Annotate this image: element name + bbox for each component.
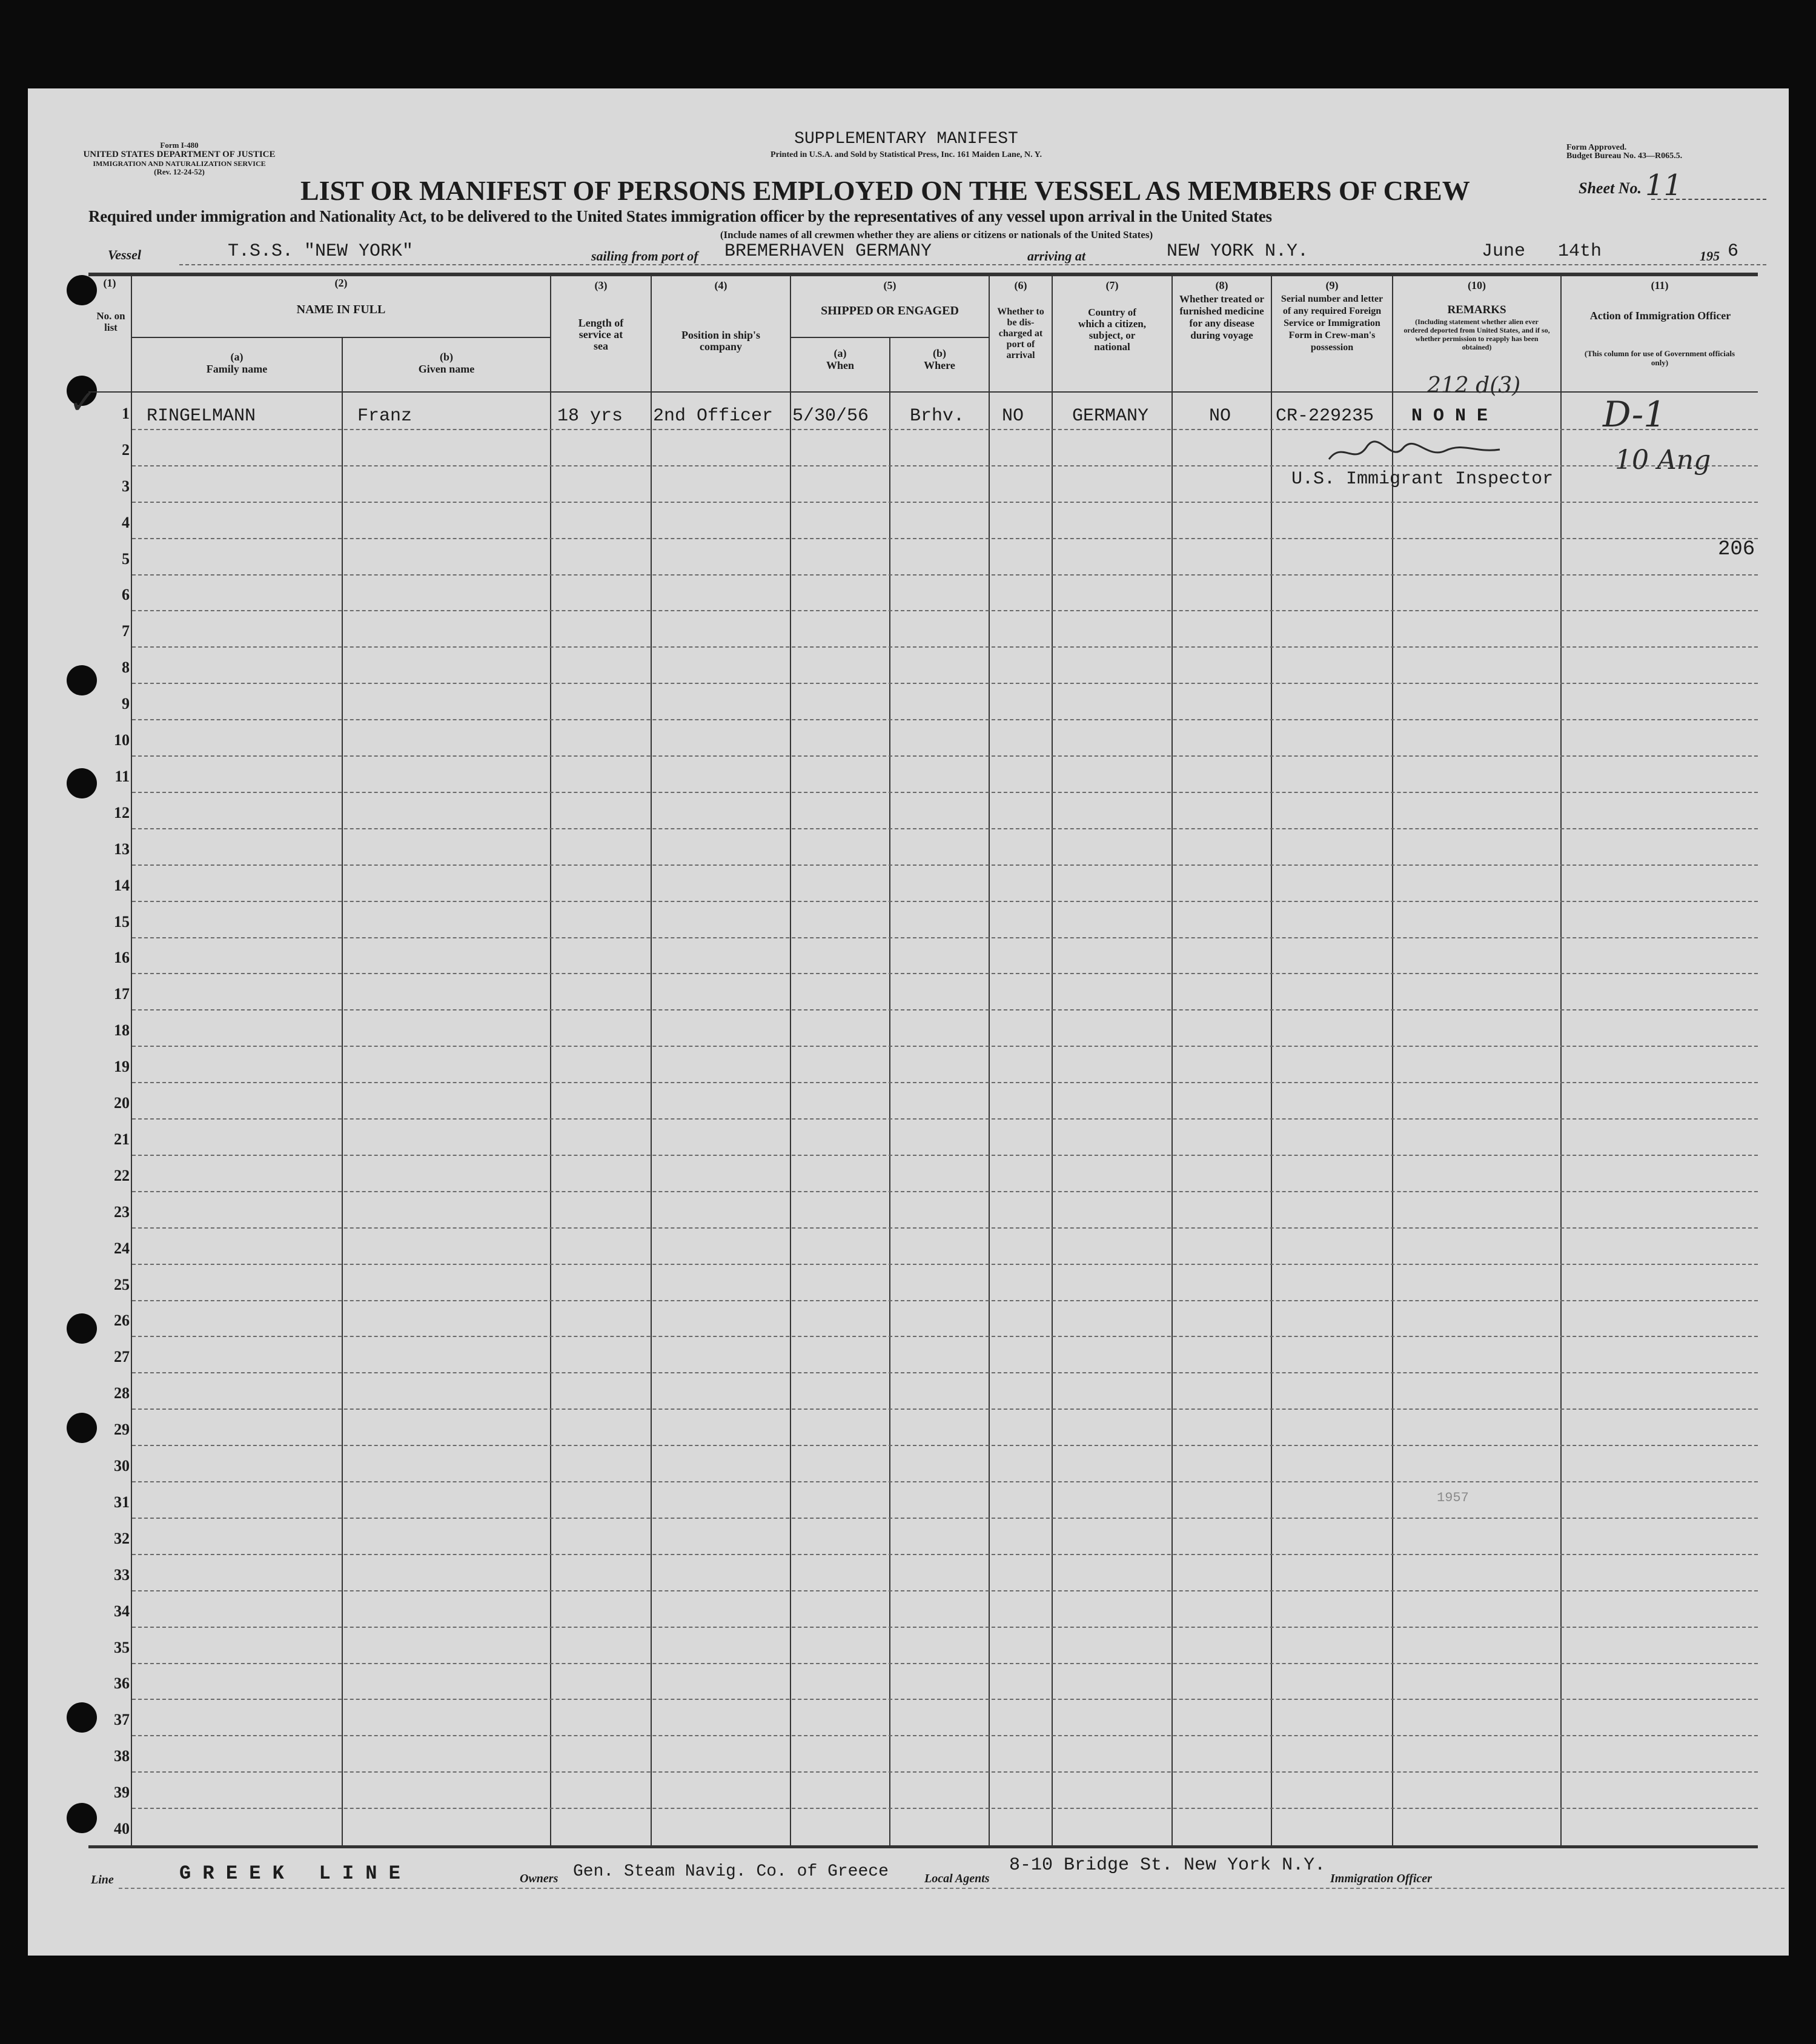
- row-divider: [132, 1808, 1758, 1809]
- col6-number: (6): [1014, 279, 1027, 291]
- col2a-letter: (a): [230, 351, 244, 363]
- row-divider: [132, 574, 1758, 576]
- entry-position: 2nd Officer: [653, 406, 774, 426]
- col3-number: (3): [594, 279, 608, 291]
- entry-serial: CR-229235: [1276, 406, 1374, 426]
- agents-address: 8-10 Bridge St. New York N.Y.: [1009, 1855, 1326, 1876]
- col3-label: Length of service at sea: [578, 317, 624, 352]
- row-divider: [132, 1300, 1758, 1301]
- row-number: 13: [114, 840, 130, 858]
- form-number: Form I-480: [160, 141, 199, 150]
- row-number: 17: [114, 985, 130, 1003]
- col9-number: (9): [1325, 279, 1339, 291]
- col1-label: No. on list: [96, 310, 125, 333]
- row-divider: [132, 1082, 1758, 1083]
- col10-note: (Including statement whether alien ever ordered deported from United States, and if so, whether permission to reapply has been obtained): [1403, 317, 1550, 351]
- row-divider: [132, 465, 1758, 466]
- row-divider: [132, 1046, 1758, 1047]
- column-divider: [989, 274, 990, 1848]
- column-divider: [1052, 274, 1053, 1848]
- arrival-port: NEW YORK N.Y.: [1167, 241, 1309, 262]
- row-number: 5: [122, 549, 130, 568]
- owners-name: Gen. Steam Navig. Co. of Greece: [573, 1862, 889, 1881]
- row-divider: [132, 1590, 1758, 1591]
- row-divider: [132, 792, 1758, 793]
- inspector-label: U.S. Immigrant Inspector: [1291, 469, 1554, 489]
- remarks-handwritten: 212 d(3): [1427, 373, 1521, 398]
- col7-label: Country of which a citizen, subject, or national: [1078, 307, 1146, 353]
- row-divider: [132, 828, 1758, 829]
- vessel-name: T.S.S. "NEW YORK": [228, 241, 414, 262]
- col5b-letter: (b): [933, 347, 946, 359]
- row-divider: [132, 864, 1758, 866]
- row-number: 36: [114, 1674, 130, 1693]
- row-divider: [132, 1518, 1758, 1519]
- col11-note: (This column for use of Government officials only): [1584, 349, 1735, 367]
- entry-shipped-where: Brhv.: [910, 406, 965, 426]
- budget-bureau: Budget Bureau No. 43—R065.5.: [1566, 151, 1683, 161]
- row-divider: [132, 755, 1758, 757]
- col1-number: (1): [103, 277, 116, 289]
- sailing-port: BREMERHAVEN GERMANY: [724, 241, 932, 262]
- table-bottom-border: [88, 1845, 1758, 1848]
- col8-number: (8): [1215, 279, 1228, 291]
- column-divider: [550, 274, 551, 1848]
- row-number: 40: [114, 1820, 130, 1837]
- agents-label: Local Agents: [924, 1872, 990, 1885]
- row-number: 38: [114, 1747, 130, 1765]
- row-divider: [132, 610, 1758, 611]
- column-divider: [1271, 274, 1272, 1848]
- faint-year: 1957: [1437, 1490, 1469, 1505]
- service-name: IMMIGRATION AND NATURALIZATION SERVICE: [93, 159, 266, 168]
- column-divider: [131, 274, 132, 1848]
- column-divider: [651, 274, 652, 1848]
- row-divider: [132, 1663, 1758, 1664]
- entry-treated: NO: [1209, 406, 1231, 426]
- row-divider: [132, 719, 1758, 720]
- col5a-letter: (a): [833, 347, 847, 359]
- col10-label: REMARKS: [1447, 304, 1506, 316]
- name-subheader-rule: [132, 337, 550, 338]
- entry-remarks: N O N E: [1411, 406, 1488, 426]
- sheet-number-rule: [1651, 199, 1766, 200]
- checkmark-icon: ✓: [69, 384, 97, 420]
- year-digit: 6: [1728, 241, 1739, 262]
- include-note: (Include names of all crewmen whether they are aliens or citizens or nationals of the United States): [720, 229, 1153, 241]
- row-number: 29: [114, 1421, 130, 1439]
- entry-discharged: NO: [1002, 406, 1024, 426]
- col10-number: (10): [1468, 279, 1486, 291]
- row-divider: [132, 1009, 1758, 1010]
- col2b-letter: (b): [440, 351, 453, 363]
- row-number: 32: [114, 1529, 130, 1547]
- row-number: 35: [114, 1638, 130, 1656]
- row-number: 12: [114, 803, 130, 821]
- form-approved: Form Approved.: [1566, 143, 1627, 152]
- line-name: G R E E K L I N E: [179, 1862, 400, 1885]
- punch-hole: [67, 1803, 97, 1833]
- col11-number: (11): [1651, 279, 1669, 291]
- punch-hole: [67, 1413, 97, 1443]
- row-number: 1: [122, 404, 130, 422]
- row-number: 20: [114, 1094, 130, 1112]
- row-divider: [132, 538, 1758, 539]
- row-number: 37: [114, 1711, 130, 1729]
- row-number: 10: [114, 731, 130, 749]
- required-statement: Required under immigration and Nationality Act, to be delivered to the United States immigration officer by the representatives of any vessel upon arrival in the United States: [88, 207, 1272, 225]
- action-note: 10 Ang: [1615, 445, 1711, 476]
- row-divider: [132, 1554, 1758, 1555]
- entry-family-name: RINGELMANN: [147, 406, 256, 426]
- col6-label: Whether to be dis-charged at port of arrival: [997, 307, 1044, 360]
- row-number: 24: [114, 1239, 130, 1257]
- row-number: 25: [114, 1275, 130, 1293]
- column-divider: [1392, 274, 1393, 1848]
- row-divider: [132, 1191, 1758, 1192]
- row-divider: [132, 1227, 1758, 1229]
- row-number: 15: [114, 912, 130, 931]
- row-number: 16: [114, 949, 130, 967]
- vessel-label: Vessel: [108, 247, 141, 262]
- footer-rule: [119, 1888, 1785, 1889]
- column-divider: [342, 338, 343, 1848]
- row-divider: [132, 1481, 1758, 1482]
- col5-label: SHIPPED OR ENGAGED: [821, 304, 959, 317]
- row-number: 30: [114, 1457, 130, 1475]
- row-number: 27: [114, 1348, 130, 1366]
- column-divider: [1560, 274, 1562, 1848]
- row-divider: [132, 973, 1758, 974]
- revision: (Rev. 12-24-52): [154, 167, 205, 176]
- col11-label: Action of Immigration Officer: [1589, 310, 1731, 322]
- row-number: 18: [114, 1021, 130, 1040]
- row-divider: [132, 1627, 1758, 1628]
- printed-note: Printed in U.S.A. and Sold by Statistical Press, Inc. 161 Maiden Lane, N. Y.: [770, 150, 1042, 159]
- col5-number: (5): [883, 279, 896, 291]
- row-number: 19: [114, 1058, 130, 1076]
- entry-service-length: 18 yrs: [557, 406, 623, 426]
- col5a-label: When: [826, 359, 854, 371]
- column-divider: [1171, 274, 1173, 1848]
- row-divider: [132, 901, 1758, 902]
- row-number: 31: [114, 1493, 130, 1511]
- row-number: 22: [114, 1166, 130, 1184]
- column-divider: [889, 338, 890, 1848]
- row-number: 28: [114, 1384, 130, 1402]
- sheet-label: Sheet No.: [1579, 179, 1642, 197]
- row-divider: [132, 429, 1758, 430]
- line-label: Line: [91, 1873, 114, 1886]
- row-divider: [132, 1735, 1758, 1736]
- officer-label: Immigration Officer: [1330, 1872, 1432, 1885]
- inspector-signature: [1324, 435, 1506, 471]
- row-number: 23: [114, 1203, 130, 1221]
- row-divider: [132, 1445, 1758, 1446]
- row-divider: [132, 937, 1758, 938]
- row-number: 26: [114, 1312, 130, 1330]
- department: UNITED STATES DEPARTMENT OF JUSTICE: [83, 150, 276, 159]
- row-number: 39: [114, 1784, 130, 1802]
- row-divider: [132, 683, 1758, 684]
- row-divider: [132, 1155, 1758, 1156]
- row-number: 3: [122, 477, 130, 495]
- action-d1: D-1: [1603, 394, 1666, 435]
- row-number: 4: [122, 513, 130, 531]
- punch-hole: [67, 665, 97, 695]
- col2-number: (2): [334, 277, 348, 289]
- entry-shipped-when: 5/30/56: [792, 406, 869, 426]
- entry-country: GERMANY: [1072, 406, 1149, 426]
- col2-label: NAME IN FULL: [296, 303, 386, 316]
- year-prefix: 195: [1700, 248, 1720, 264]
- col9-label: Serial number and letter of any required Foreign Service or Immigration Form in Crew-man's possession: [1281, 294, 1384, 353]
- row-number: 14: [114, 876, 130, 894]
- vessel-line-rule: [179, 264, 1766, 265]
- col7-number: (7): [1105, 279, 1119, 291]
- arrival-date: June 14th: [1482, 241, 1602, 262]
- row-number: 9: [122, 695, 130, 713]
- row-divider: [132, 502, 1758, 503]
- row-divider: [132, 1264, 1758, 1265]
- row-number: 21: [114, 1130, 130, 1148]
- shipped-subheader-rule: [791, 337, 989, 338]
- supplementary-label: SUPPLEMENTARY MANIFEST: [794, 130, 1018, 148]
- col2b-label: Given name: [418, 363, 475, 375]
- page-title: LIST OR MANIFEST OF PERSONS EMPLOYED ON THE VESSEL AS MEMBERS OF CREW: [300, 175, 1470, 206]
- table-top-border: [88, 273, 1758, 276]
- punch-hole: [67, 1313, 97, 1344]
- col4-label: Position in ship's company: [681, 329, 761, 353]
- row-number: 7: [122, 622, 130, 640]
- owners-label: Owners: [520, 1872, 558, 1885]
- row-divider: [132, 1699, 1758, 1700]
- row-number: 11: [114, 767, 130, 785]
- row-divider: [132, 1409, 1758, 1410]
- col2a-label: Family name: [206, 363, 268, 375]
- row-number: 33: [114, 1565, 130, 1584]
- stamp-number: 206: [1718, 538, 1755, 561]
- row-number: 6: [122, 586, 130, 604]
- row-number: 2: [122, 440, 130, 459]
- entry-given-name: Franz: [357, 406, 413, 426]
- row-divider: [132, 646, 1758, 648]
- row-number: 34: [114, 1602, 130, 1620]
- col5b-label: Where: [924, 359, 955, 371]
- col8-label: Whether treated or furnished medicine for any disease during voyage: [1179, 293, 1265, 341]
- column-divider: [790, 274, 791, 1848]
- row-divider: [132, 1118, 1758, 1120]
- manifest-sheet: [28, 88, 1789, 1956]
- row-divider: [132, 1771, 1758, 1773]
- sailing-label: sailing from port of: [591, 248, 698, 264]
- punch-hole: [67, 768, 97, 798]
- arriving-label: arriving at: [1027, 248, 1085, 264]
- col4-number: (4): [714, 279, 727, 291]
- row-divider: [132, 1372, 1758, 1373]
- sheet-number: 11: [1645, 168, 1683, 202]
- punch-hole: [67, 1702, 97, 1733]
- row-divider: [132, 1336, 1758, 1337]
- row-number: 8: [122, 659, 130, 677]
